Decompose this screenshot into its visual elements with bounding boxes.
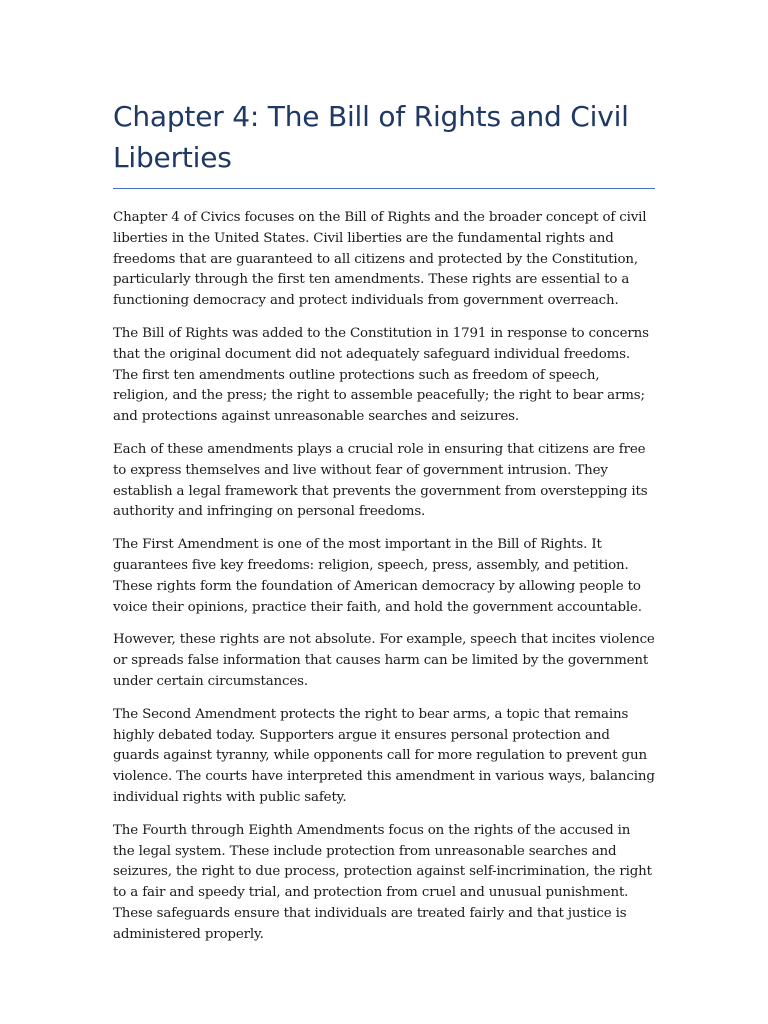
chapter-title: Chapter 4: The Bill of Rights and Civil Liberties [113,96,655,189]
paragraph-second-amendment: The Second Amendment protects the right to bear arms, a topic that remains highly debated today. Supporters argue it ensures personal protection and guards against tyranny, while opponents call for more regulation to prevent gun violence. The courts have interpreted this amendment in various ways, balancing individual rights with public safety. [113,706,655,805]
paragraph-limits: However, these rights are not absolute. For example, speech that incites violence or spreads false information that causes harm can be limited by the government under certain circumstances. [113,632,655,689]
paragraph-first-amendment: The First Amendment is one of the most important in the Bill of Rights. It guarantees five key freedoms: religion, speech, press, assembly, and petition. These rights form the foundation of American democracy by allowing people to voice their opinions, practice their faith, and hold the government accountable. [113,537,642,615]
paragraph-bill-of-rights-history: The Bill of Rights was added to the Constitution in 1791 in response to concerns that the original document did not adequately safeguard individual freedoms. The first ten amendments outline protections such as freedom of speech, religion, and the press; the right to assemble peacefully; the right to bear arms; and protections against unreasonable searches and seizures. [113,325,649,425]
paragraph-fourth-through-eighth: The Fourth through Eighth Amendments focus on the rights of the accused in the legal system. These include protection from unreasonable searches and seizures, the right to due process, protection against self-incrimination, the right to a fair and speedy trial, and protection from cruel and unusual punishment. These safeguards ensure that individuals are treated fairly and that justice is administered properly. [113,822,652,942]
paragraph-amendments-role: Each of these amendments plays a crucial role in ensuring that citizens are free to express themselves and live without fear of government intrusion. They establish a legal framework that prevents the government from overstepping its authority and infringing on personal freedoms. [113,441,648,520]
document-body [113,208,655,946]
document-page [113,96,655,958]
paragraph-intro: Chapter 4 of Civics focuses on the Bill of Rights and the broader concept of civil liberties in the United States. Civil liberties are the fundamental rights and freedoms that are guaranteed to all citizens and protected by the Constitution, particularly through the first ten amendments. These rights are essential to a functioning democracy and protect individuals from government overreach. [113,210,647,309]
